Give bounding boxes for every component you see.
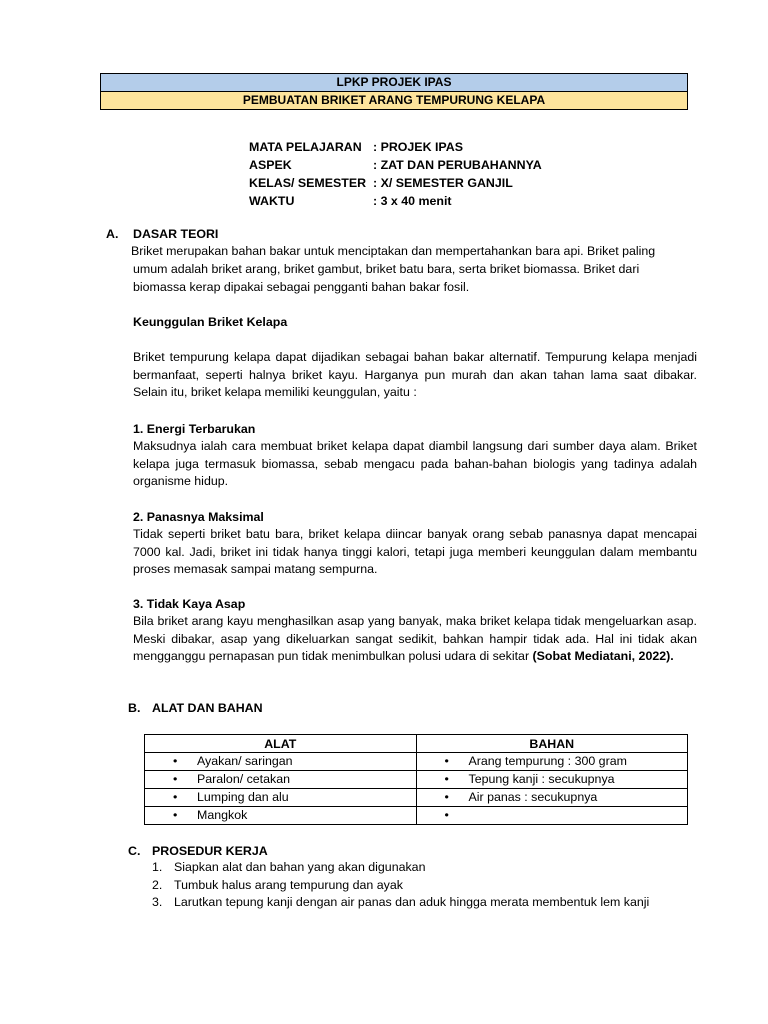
bullet-icon: • xyxy=(173,790,178,804)
point-text: Maksudnya ialah cara membuat briket kelapa dapat diambil langsung dari sumber daya alam. Briket kelapa juga termasuk biomassa, sebab mengacu pada bahan-bahan biologis yang tadinya adalah organisme hidup. xyxy=(133,439,697,488)
point-title: 3. Tidak Kaya Asap xyxy=(133,597,246,611)
procedure-step xyxy=(152,859,649,877)
bahan-item: Arang tempurung : 300 gram xyxy=(468,754,627,768)
bahan-cell xyxy=(416,753,688,771)
section-a-intro-line: umum adalah briket arang, briket gambut, briket batu bara, serta briket biomassa. Briket dari xyxy=(133,262,640,276)
step-text: Tumbuk halus arang tempurung dan ayak xyxy=(174,877,403,892)
meta-row xyxy=(249,139,542,157)
column-header-alat: ALAT xyxy=(145,735,417,753)
alat-item: Mangkok xyxy=(197,808,248,822)
table-row xyxy=(145,807,688,825)
tools-materials-table xyxy=(144,734,688,825)
bahan-item: Air panas : secukupnya xyxy=(468,790,598,804)
alat-cell xyxy=(145,771,417,789)
section-a-intro-line: biomassa kerap dipakai sebagai pengganti bahan bakar fosil. xyxy=(133,280,470,294)
advantages-intro: Briket tempurung kelapa dapat dijadikan sebagai bahan bakar alternatif. Tempurung kelapa menjadi bermanfaat, seperti halnya briket kayu. Harganya pun murah dan akan tahan lama saat dibakar. Selain itu, briket kelapa memiliki keunggulan, yaitu : xyxy=(133,350,697,399)
alat-cell xyxy=(145,789,417,807)
table-row xyxy=(145,789,688,807)
document-subtitle: PEMBUATAN BRIKET ARANG TEMPURUNG KELAPA xyxy=(101,92,687,110)
bahan-cell xyxy=(416,807,688,825)
procedure-step xyxy=(152,877,649,895)
procedure-steps xyxy=(152,859,649,912)
section-c-title: PROSEDUR KERJA xyxy=(152,844,268,858)
bahan-cell xyxy=(416,789,688,807)
alat-cell xyxy=(145,807,417,825)
column-header-bahan: BAHAN xyxy=(416,735,688,753)
meta-info xyxy=(249,139,542,211)
bullet-icon: • xyxy=(173,772,178,786)
bullet-icon: • xyxy=(444,754,449,768)
bullet-icon: • xyxy=(444,772,449,786)
bullet-icon: • xyxy=(444,808,449,822)
section-a-intro-line: Briket merupakan bahan bakar untuk menciptakan dan mempertahankan bara api. Briket paling xyxy=(131,244,656,258)
point-title: 1. Energi Terbarukan xyxy=(133,422,256,436)
step-number: 1. xyxy=(152,860,163,874)
advantages-heading: Keunggulan Briket Kelapa xyxy=(133,315,288,329)
meta-value: : X/ SEMESTER GANJIL xyxy=(373,176,513,190)
meta-row xyxy=(249,157,542,175)
meta-value: : 3 x 40 menit xyxy=(373,194,452,208)
point-text: Tidak seperti briket batu bara, briket kelapa diincar banyak orang sebab panasnya dapat mencapai 7000 kal. Jadi, briket ini tidak hanya tinggi kalori, tetapi juga memberi keunggulan dalam membantu proses memasak sampai matang sempurna. xyxy=(133,527,697,576)
bahan-item: Tepung kanji : secukupnya xyxy=(468,772,615,786)
section-a-letter: A. xyxy=(106,227,119,241)
bullet-icon: • xyxy=(444,790,449,804)
meta-row xyxy=(249,193,542,211)
meta-key: ASPEK xyxy=(249,158,292,172)
document-title: LPKP PROJEK IPAS xyxy=(101,74,687,92)
bullet-icon: • xyxy=(173,808,178,822)
procedure-step xyxy=(152,894,649,912)
alat-item: Ayakan/ saringan xyxy=(197,754,293,768)
meta-value: : ZAT DAN PERUBAHANNYA xyxy=(373,158,542,172)
section-c-letter: C. xyxy=(128,844,141,858)
step-number: 2. xyxy=(152,877,163,892)
step-number: 3. xyxy=(152,895,163,909)
meta-key: WAKTU xyxy=(249,194,295,208)
document-header xyxy=(100,73,688,110)
table-row xyxy=(145,753,688,771)
point-title: 2. Panasnya Maksimal xyxy=(133,510,264,524)
meta-value: : PROJEK IPAS xyxy=(373,140,463,154)
point-text: Bila briket arang kayu menghasilkan asap yang banyak, maka briket kelapa tidak mengeluarkan asap. Meski dibakar, asap yang dikeluarkan sangat sedikit, bahkan hampir tidak ada. Hal ini tidak akan mengganggu pernapasan pun tidak menimbulkan polusi udara di sekitar xyxy=(133,614,697,663)
point-3-paragraph xyxy=(133,613,697,666)
bullet-icon: • xyxy=(173,754,178,768)
table-row xyxy=(145,771,688,789)
meta-row xyxy=(249,175,542,193)
alat-cell xyxy=(145,753,417,771)
section-a-title: DASAR TEORI xyxy=(133,227,219,241)
step-text: Larutkan tepung kanji dengan air panas dan aduk hingga merata membentuk lem kanji xyxy=(174,895,650,909)
section-b-letter: B. xyxy=(128,701,141,715)
alat-item: Lumping dan alu xyxy=(197,790,289,804)
section-b-title: ALAT DAN BAHAN xyxy=(152,701,263,715)
alat-item: Paralon/ cetakan xyxy=(197,772,290,786)
step-text: Siapkan alat dan bahan yang akan digunakan xyxy=(174,860,426,874)
meta-key: MATA PELAJARAN xyxy=(249,140,362,154)
table-header-row xyxy=(145,735,688,753)
bahan-cell xyxy=(416,771,688,789)
citation: (Sobat Mediatani, 2022). xyxy=(532,649,674,663)
meta-key: KELAS/ SEMESTER xyxy=(249,176,367,190)
